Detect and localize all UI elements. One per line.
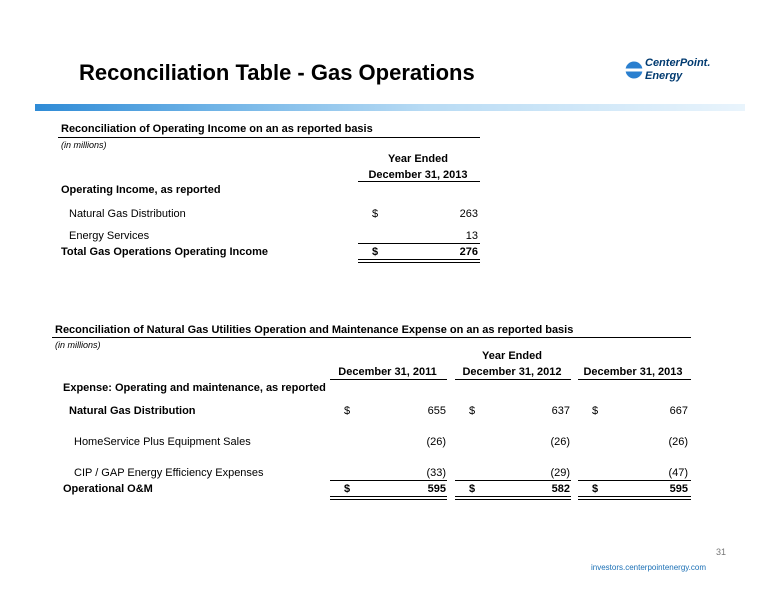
table2-col-rule [330,379,447,380]
table2-row-value: 667 [669,405,688,417]
table1-row-label: Energy Services [69,230,150,242]
table2-row-value: (33) [426,467,446,479]
table1-col-header: December 31, 2013 [368,169,468,181]
table2-row-value: (47) [668,467,688,479]
table2-col-rule [455,379,571,380]
table1-row-value: 13 [465,230,478,242]
table2-heading: Reconciliation of Natural Gas Utilities Operation and Maintenance Expense on an as reported basis [55,324,574,336]
table2-row-value: 655 [427,405,446,417]
page-title: Reconciliation Table - Gas Operations [79,60,475,85]
table2-row-value: (29) [550,467,570,479]
table2-row-value: (26) [426,436,446,448]
table1-total-value: 276 [459,246,478,258]
table2-total-double-rule [330,496,447,500]
table1-row-value: 263 [459,208,478,220]
logo-text-line2: Energy [645,70,683,82]
logo-circle-icon [625,61,643,79]
table2-total-label: Operational O&M [63,483,153,495]
table2-col-header: December 31, 2011 [338,366,437,378]
table2-col-group: Year Ended [482,350,542,362]
table2-row-value: (26) [550,436,570,448]
table2-row-value: 637 [551,405,570,417]
table2-total-double-rule [578,496,691,500]
table2-total-value: 582 [551,483,570,495]
table2-col-header: December 31, 2013 [583,366,683,378]
table1-units: (in millions) [61,140,107,150]
table2-section-label: Expense: Operating and maintenance, as reported [63,382,326,394]
table2-total-dollar: $ [469,483,476,495]
table2-subtotal-rule [455,480,571,481]
table1-total-dollar: $ [372,246,379,258]
table1-row-label: Natural Gas Distribution [69,208,186,220]
table2-total-value: 595 [669,483,688,495]
table2-row-dollar: $ [344,405,351,417]
table2-total-dollar: $ [592,483,599,495]
table2-col-header: December 31, 2012 [462,366,562,378]
table2-total-dollar: $ [344,483,351,495]
table2-row-label: HomeService Plus Equipment Sales [74,436,251,448]
table2-subtotal-rule [578,480,691,481]
table2-heading-rule [52,337,691,338]
table1-row-dollar: $ [372,208,379,220]
table2-row-dollar: $ [469,405,476,417]
table1-subtotal-rule [358,243,480,244]
footer-url[interactable]: investors.centerpointenergy.com [591,563,707,572]
table1-total-double-rule [358,259,480,263]
table2-total-double-rule [455,496,571,500]
table2-row-label: CIP / GAP Energy Efficiency Expenses [74,467,264,479]
header-divider-bar [35,104,745,111]
table1-section-label: Operating Income, as reported [61,184,221,196]
table2-units: (in millions) [55,340,101,350]
table1-total-label: Total Gas Operations Operating Income [61,246,269,258]
page-number: 31 [716,547,727,557]
table1-col-rule [358,181,480,182]
table1-heading-rule [58,137,480,138]
table2-row-label: Natural Gas Distribution [69,405,196,417]
company-logo [625,57,711,87]
table1-heading: Reconciliation of Operating Income on an as reported basis [61,123,373,135]
table2-row-dollar: $ [592,405,599,417]
table2-subtotal-rule [330,480,447,481]
table2-total-value: 595 [427,483,446,495]
table2-col-rule [578,379,691,380]
logo-text-line1: CenterPoint. [645,57,711,69]
table1-col-group: Year Ended [388,153,448,165]
table2-row-value: (26) [668,436,688,448]
